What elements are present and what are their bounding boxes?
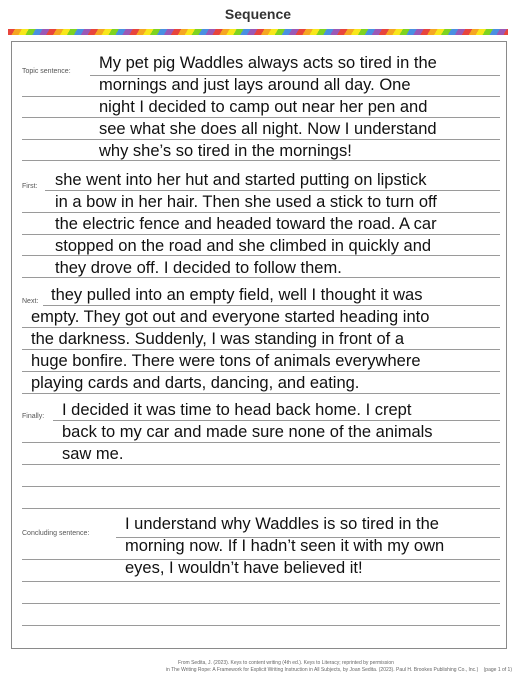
concluding-line: morning now. If I hadn’t seen it with my own: [125, 537, 445, 555]
next-line: the darkness. Suddenly, I was standing in front of a: [31, 330, 404, 348]
first-line: the electric fence and headed toward the road. A car: [55, 215, 437, 233]
concluding-sentence-label: Concluding sentence:: [22, 530, 90, 537]
footer-line-1: From Sedita, J. (2023). Keys to content writing (4th ed.). Keys to Literacy; reprinted by permission: [178, 660, 394, 666]
concluding-line: eyes, I wouldn’t have believed it!: [125, 559, 363, 577]
decorative-stripe: [8, 29, 508, 35]
first-line: stopped on the road and she climbed in quickly and: [55, 237, 432, 255]
finally-line: I decided it was time to head back home. I crept: [62, 401, 412, 419]
next-label: Next:: [22, 298, 39, 305]
concluding-line: I understand why Waddles is so tired in the: [125, 515, 439, 533]
topic-line: why she’s so tired in the mornings!: [99, 142, 352, 160]
finally-line: back to my car and made sure none of the animals: [62, 423, 433, 441]
page-number: (page 1 of 1): [483, 667, 512, 673]
topic-line: see what she does all night. Now I understand: [99, 120, 437, 138]
topic-line: My pet pig Waddles always acts so tired in the: [99, 54, 437, 72]
topic-sentence-label: Topic sentence:: [22, 68, 71, 75]
footer-line-2: in The Writing Rope: A Framework for Explicit Writing Instruction in All Subjects, by Joan Sedita. (2023). Paul H. Brookes Publishing Co., Inc.): [165, 667, 479, 673]
first-line: she went into her hut and started putting on lipstick: [55, 171, 427, 189]
next-line: they pulled into an empty field, well I thought it was: [51, 286, 423, 304]
next-line: empty. They got out and everyone started heading into: [31, 308, 430, 326]
first-label: First:: [22, 183, 38, 190]
next-line: huge bonfire. There were tons of animals everywhere: [31, 352, 421, 370]
topic-line: night I decided to camp out near her pen and: [99, 98, 428, 116]
finally-line: saw me.: [62, 445, 124, 463]
page-title: Sequence: [224, 6, 292, 22]
next-line: playing cards and darts, dancing, and eating.: [31, 374, 360, 392]
topic-line: mornings and just lays around all day. One: [99, 76, 411, 94]
footer-citation: [0, 660, 512, 674]
first-line: they drove off. I decided to follow them.: [55, 259, 342, 277]
first-line: in a bow in her hair. Then she used a stick to turn off: [55, 193, 437, 211]
finally-label: Finally:: [22, 413, 45, 420]
